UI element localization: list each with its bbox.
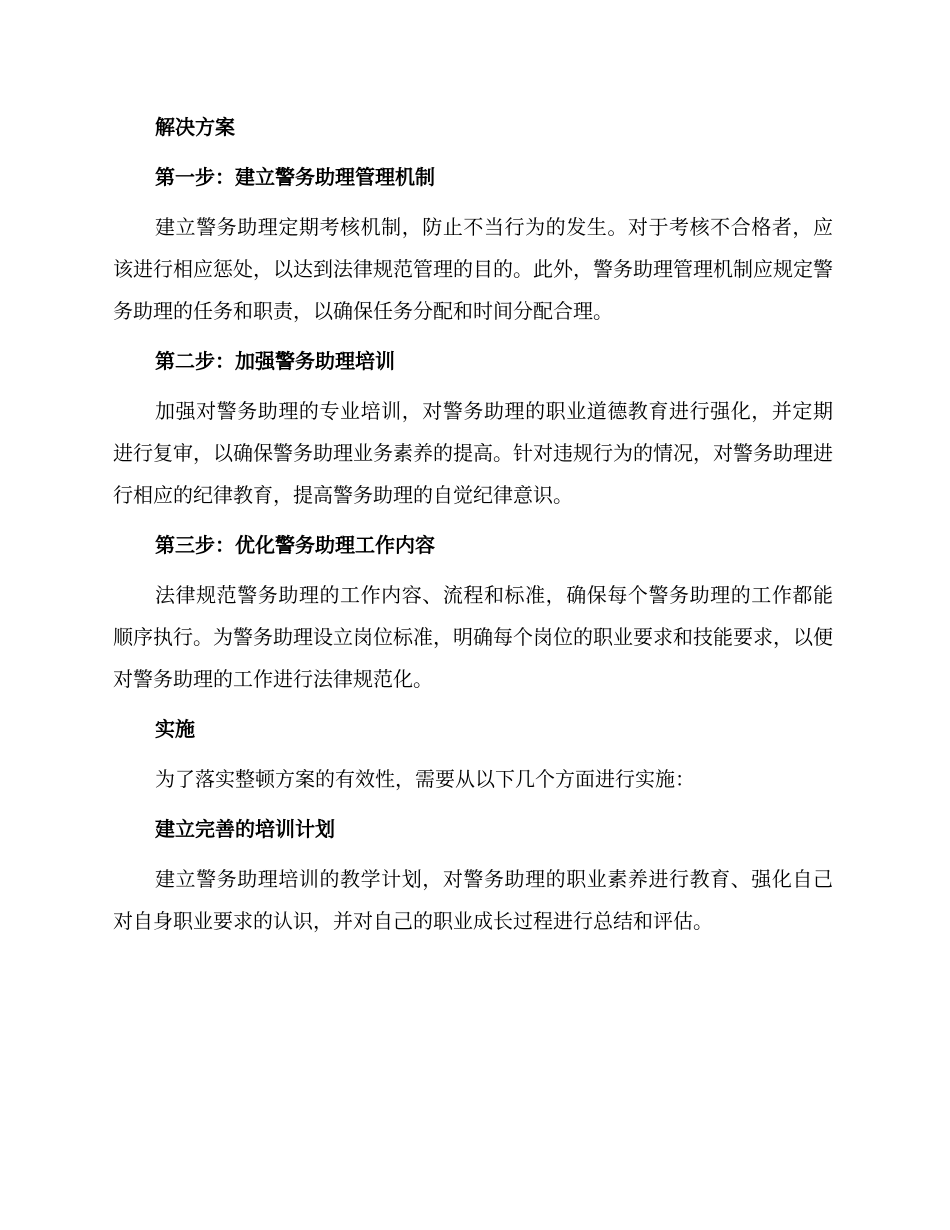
section-heading-solution: 解决方案 <box>155 115 235 139</box>
training-plan-paragraph: 建立警务助理培训的教学计划，对警务助理的职业素养进行教育、强化自己对自身职业要求的认识，并对自己的职业成长过程进行总结和评估。 <box>113 867 833 933</box>
implementation-intro-paragraph: 为了落实整顿方案的有效性，需要从以下几个方面进行实施： <box>155 767 695 791</box>
section-heading-implementation: 实施 <box>155 717 195 741</box>
step-three-heading: 第三步：优化警务助理工作内容 <box>155 533 435 557</box>
step-three-paragraph: 法律规范警务助理的工作内容、流程和标准，确保每个警务助理的工作都能顺序执行。为警务助理设立岗位标准，明确每个岗位的职业要求和技能要求，以便对警务助理的工作进行法律规范化。 <box>113 583 833 691</box>
step-one-paragraph: 建立警务助理定期考核机制，防止不当行为的发生。对于考核不合格者，应该进行相应惩处，以达到法律规范管理的目的。此外，警务助理管理机制应规定警务助理的任务和职责，以确保任务分配和时间分配合理。 <box>113 215 833 323</box>
step-two-heading: 第二步：加强警务助理培训 <box>155 349 395 373</box>
step-two-paragraph: 加强对警务助理的专业培训，对警务助理的职业道德教育进行强化，并定期进行复审，以确保警务助理业务素养的提高。针对违规行为的情况，对警务助理进行相应的纪律教育，提高警务助理的自觉纪律意识。 <box>113 399 833 507</box>
step-one-heading: 第一步：建立警务助理管理机制 <box>155 165 435 189</box>
training-plan-heading: 建立完善的培训计划 <box>155 817 335 841</box>
document-body <box>113 106 833 950</box>
